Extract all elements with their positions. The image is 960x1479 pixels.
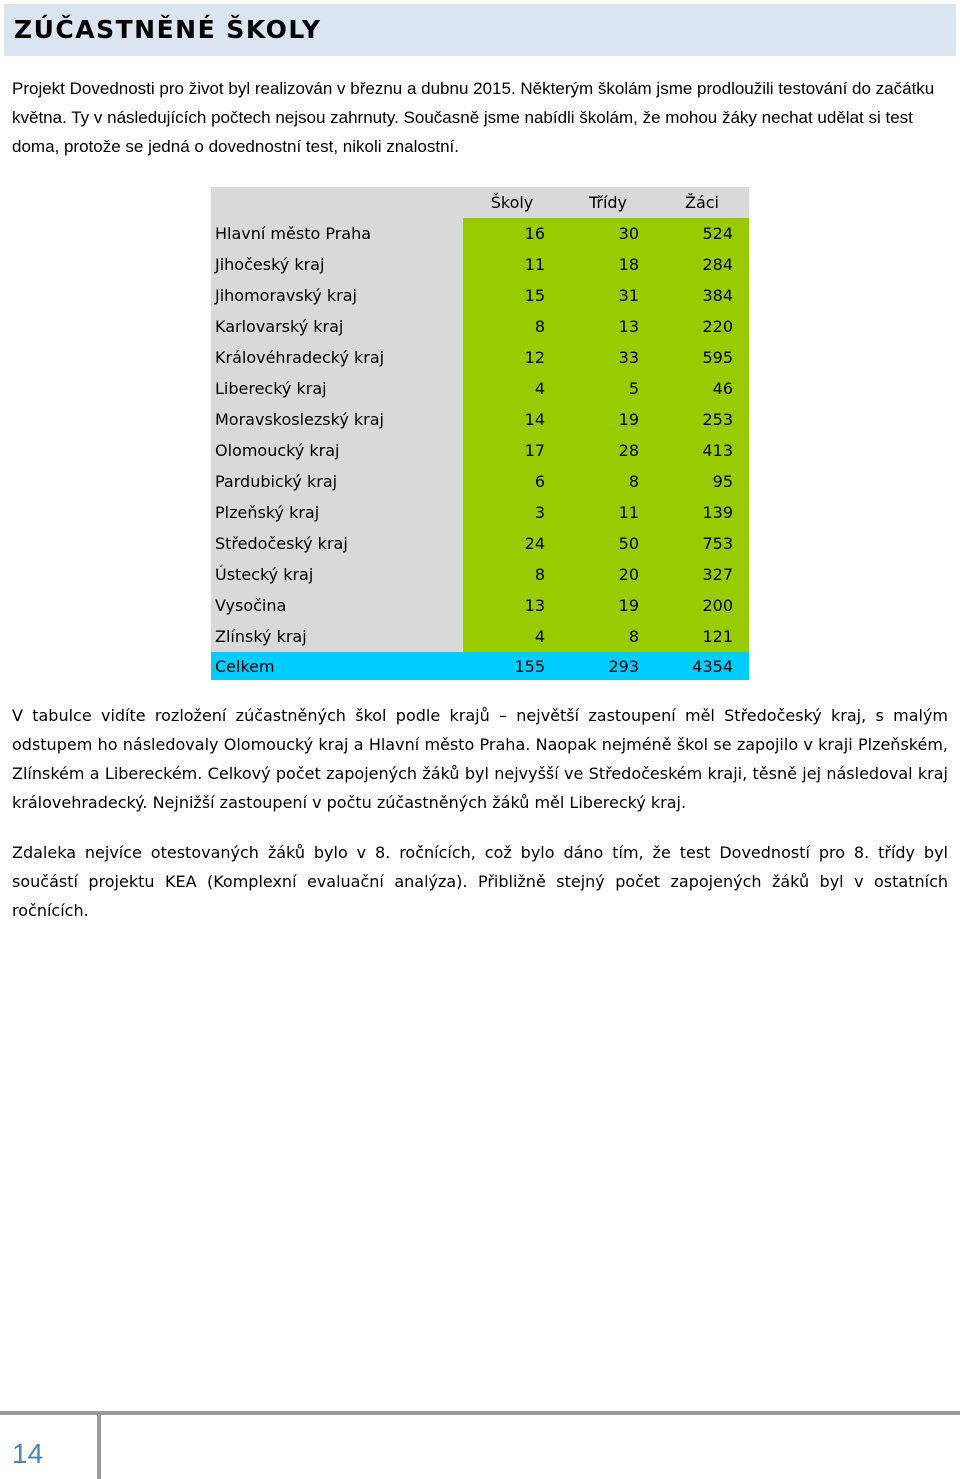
region-name: Plzeňský kraj — [211, 497, 463, 528]
schools-count: 14 — [463, 404, 561, 435]
schools-count: 11 — [463, 249, 561, 280]
schools-count: 24 — [463, 528, 561, 559]
table-row — [211, 311, 749, 342]
table-row — [211, 280, 749, 311]
region-name: Zlínský kraj — [211, 621, 463, 652]
schools-count: 13 — [463, 590, 561, 621]
schools-count: 4 — [463, 621, 561, 652]
region-name: Ústecký kraj — [211, 559, 463, 590]
section-title-bar — [4, 4, 956, 56]
region-name: Liberecký kraj — [211, 373, 463, 404]
classes-count: 30 — [561, 218, 655, 249]
pupils-count: 121 — [655, 621, 749, 652]
pupils-count: 413 — [655, 435, 749, 466]
table-row — [211, 497, 749, 528]
classes-count: 8 — [561, 621, 655, 652]
pupils-count: 95 — [655, 466, 749, 497]
classes-count: 19 — [561, 590, 655, 621]
table-row — [211, 342, 749, 373]
header-region — [211, 187, 463, 218]
schools-by-region-table — [211, 187, 749, 680]
total-pupils: 4354 — [655, 652, 749, 680]
schools-count: 4 — [463, 373, 561, 404]
classes-count: 13 — [561, 311, 655, 342]
table-total-row — [211, 652, 749, 680]
classes-count: 28 — [561, 435, 655, 466]
footer-divider — [0, 1411, 960, 1415]
total-classes: 293 — [561, 652, 655, 680]
pupils-count: 753 — [655, 528, 749, 559]
schools-count: 3 — [463, 497, 561, 528]
table-row — [211, 404, 749, 435]
region-name: Královéhradecký kraj — [211, 342, 463, 373]
schools-count: 15 — [463, 280, 561, 311]
region-name: Moravskoslezský kraj — [211, 404, 463, 435]
table-row — [211, 249, 749, 280]
classes-count: 20 — [561, 559, 655, 590]
header-pupils: Žáci — [655, 187, 749, 218]
region-name: Jihomoravský kraj — [211, 280, 463, 311]
table-row — [211, 435, 749, 466]
footer-vertical-divider — [97, 1411, 101, 1479]
classes-count: 8 — [561, 466, 655, 497]
table-header-row — [211, 187, 749, 218]
schools-count: 8 — [463, 311, 561, 342]
header-classes: Třídy — [561, 187, 655, 218]
grades-paragraph: Zdaleka nejvíce otestovaných žáků bylo v 8. ročnících, což bylo dáno tím, že test Dovedností pro 8. třídy byl součástí projektu KEA (Komplexní evaluační analýza). Přibližně stejný počet zapojených žáků byl v ostatních ročnících. — [12, 843, 948, 920]
region-name: Karlovarský kraj — [211, 311, 463, 342]
total-label: Celkem — [211, 652, 463, 680]
schools-count: 12 — [463, 342, 561, 373]
region-name: Středočeský kraj — [211, 528, 463, 559]
table-row — [211, 559, 749, 590]
pupils-count: 284 — [655, 249, 749, 280]
pupils-count: 327 — [655, 559, 749, 590]
region-name: Jihočeský kraj — [211, 249, 463, 280]
pupils-count: 384 — [655, 280, 749, 311]
table-row — [211, 621, 749, 652]
pupils-count: 139 — [655, 497, 749, 528]
analysis-paragraph: V tabulce vidíte rozložení zúčastněných škol podle krajů – největší zastoupení měl Středočeský kraj, s malým odstupem ho následovaly Olomoucký kraj a Hlavní město Praha. Naopak nejméně škol se zapojilo v kraji Plzeňském, Zlínském a Libereckém. Celkový počet zapojených žáků byl nejvyšší ve Středočeském kraji, těsně jej následoval kraj královehradecký. Nejnižší zastoupení v počtu zúčastněných žáků měl Liberecký kraj. — [12, 706, 948, 812]
pupils-count: 220 — [655, 311, 749, 342]
page-number: 14 — [12, 1438, 44, 1469]
classes-count: 5 — [561, 373, 655, 404]
total-schools: 155 — [463, 652, 561, 680]
region-name: Vysočina — [211, 590, 463, 621]
intro-paragraph: Projekt Dovednosti pro život byl realizován v březnu a dubnu 2015. Některým školám jsme prodloužili testování do začátku května. Ty v následujících počtech nejsou zahrnuty. Současně jsme nabídli školám, že mohou žáky nechat udělat si test doma, protože se jedná o dovednostní test, nikoli znalostní. — [12, 79, 935, 156]
classes-count: 31 — [561, 280, 655, 311]
classes-count: 33 — [561, 342, 655, 373]
table-row — [211, 466, 749, 497]
table-row — [211, 373, 749, 404]
schools-count: 8 — [463, 559, 561, 590]
header-schools: Školy — [463, 187, 561, 218]
classes-count: 18 — [561, 249, 655, 280]
pupils-count: 253 — [655, 404, 749, 435]
pupils-count: 46 — [655, 373, 749, 404]
classes-count: 50 — [561, 528, 655, 559]
pupils-count: 200 — [655, 590, 749, 621]
classes-count: 11 — [561, 497, 655, 528]
region-name: Pardubický kraj — [211, 466, 463, 497]
table-row — [211, 218, 749, 249]
table-row — [211, 528, 749, 559]
section-title: ZÚČASTNĚNÉ ŠKOLY — [14, 15, 322, 44]
classes-count: 19 — [561, 404, 655, 435]
region-name: Olomoucký kraj — [211, 435, 463, 466]
pupils-count: 595 — [655, 342, 749, 373]
schools-count: 16 — [463, 218, 561, 249]
schools-count: 6 — [463, 466, 561, 497]
pupils-count: 524 — [655, 218, 749, 249]
schools-count: 17 — [463, 435, 561, 466]
table-row — [211, 590, 749, 621]
region-name: Hlavní město Praha — [211, 218, 463, 249]
